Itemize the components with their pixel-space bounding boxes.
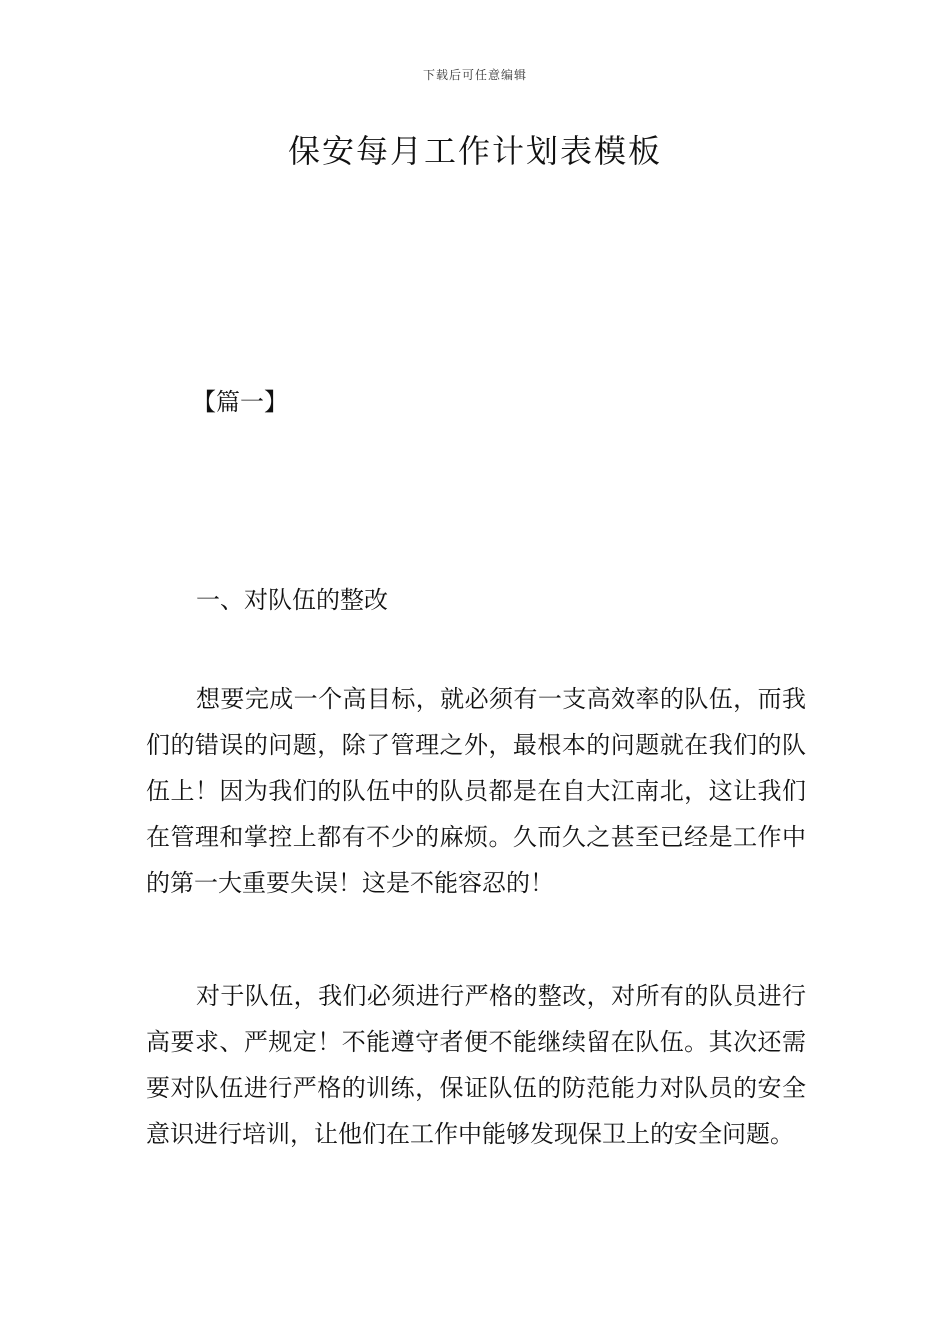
document-title: 保安每月工作计划表模板 [287, 132, 662, 170]
body-paragraph-2: 对于队伍，我们必须进行严格的整改，对所有的队员进行高要求、严规定！不能遵守者便不能继续留在队伍。其次还需要对队伍进行严格的训练，保证队伍的防范能力对队员的安全意识进行培训，让他们在工作中能够发现保卫上的安全问题。 [146, 982, 806, 1148]
section-tag: 【篇一】 [192, 388, 288, 416]
section-subheading: 一、对队伍的整改 [196, 586, 388, 614]
body-paragraph-1: 想要完成一个高目标，就必须有一支高效率的队伍，而我们的错误的问题，除了管理之外，最根本的问题就在我们的队伍上！因为我们的队伍中的队员都是在自大江南北，这让我们在管理和掌控上都有不少的麻烦。久而久之甚至已经是工作中的第一大重要失误！这是不能容忍的！ [146, 685, 806, 897]
header-note: 下载后可任意编辑 [422, 68, 527, 82]
